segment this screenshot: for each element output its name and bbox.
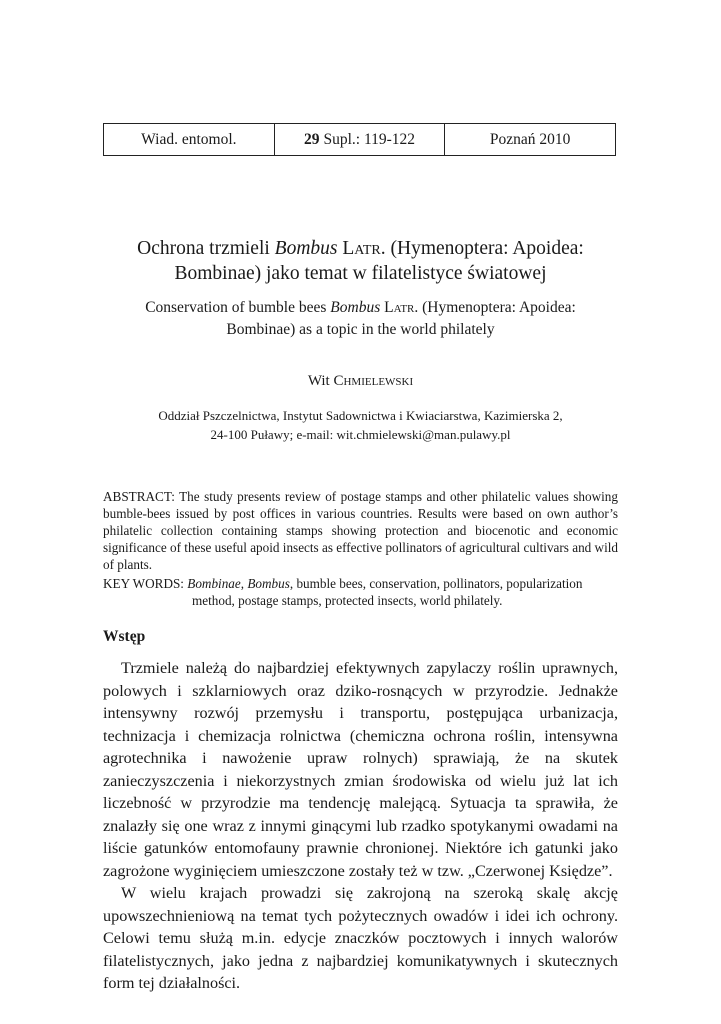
page-range: Supl.: 119-122 (323, 130, 416, 148)
journal-name: Wiad. entomol. (141, 130, 237, 148)
paragraph-1: Trzmiele należą do najbardziej efektywnych zapylaczy roślin uprawnych, polowych i szklarniowych oraz dziko-rosnących w przyrodzie. Jednakże intensywny rozwój przemysłu i transportu, postępująca urbanizacja, technizacja i chemizacja rolnictwa (chemiczna ochrona roślin, intensywna agrotechnika i nawożenie upraw rolnych) sprawiają, że na skutek zanieczyszczenia i niekorzystnych zmian środowiska od wielu już lat ich liczebność w przyrodzie ma tendencję malejącą. Sytuacja ta sprawiła, że znalazły się one wraz z innymi ginącymi lub rzadko spotykanymi owadami na liście gatunków entomofauny prawnie chronionej. Niektóre ich gatunki jako zagrożone wyginięciem umieszczone zostały też w tzw. „Czerwonej Księdze”. (103, 659, 618, 880)
key-words-separator: , (240, 576, 248, 591)
title-polish (60, 236, 661, 286)
key-words-label: KEY WORDS: (103, 576, 188, 591)
title-en-author-abbr: Latr (384, 299, 415, 316)
volume-number: 29 (303, 130, 320, 148)
key-words-rest-1: , bumble bees, conservation, pollinators, popularization (289, 576, 583, 591)
volume-pages-cell (274, 124, 445, 155)
author-first-name: Wit (307, 373, 334, 389)
title-pl-line-2: Bombinae) jako temat w filatelistyce światowej (174, 263, 547, 284)
journal-header-box (103, 123, 616, 156)
place-year-cell (444, 124, 615, 155)
key-words-rest-2: method, postage stamps, protected insects, world philately. (192, 593, 503, 608)
author-name (60, 373, 661, 390)
title-pl-genus: Bombus (274, 238, 338, 259)
title-en-text-1: Conservation of bumble bees (145, 299, 331, 316)
journal-name-cell (104, 124, 274, 155)
affiliation (100, 406, 621, 444)
title-en-genus: Bombus (330, 299, 381, 316)
affiliation-line-2: 24-100 Puławy; e-mail: wit.chmielewski@man.pulawy.pl (210, 427, 511, 442)
key-word-bombinae: Bombinae (187, 576, 241, 591)
section-heading: Wstęp (103, 628, 146, 645)
title-en-text-2: . (Hymenoptera: Apoidea: (414, 299, 576, 316)
title-en-line-2: Bombinae) as a topic in the world philately (226, 321, 495, 338)
body-text (103, 657, 618, 995)
affiliation-line-1: Oddział Pszczelnictwa, Instytut Sadownictwa i Kwiaciarstwa, Kazimierska 2, (158, 408, 563, 423)
key-word-bombus: Bombus (247, 576, 290, 591)
paragraph-2: W wielu krajach prowadzi się zakrojoną na szeroką skalę akcję upowszechnieniową na temat tych pożytecznych owadów i idei ich ochrony. Celowi temu służą m.in. edycje znaczków pocztowych i innych walorów filatelistycznych, jako jedna z najbardziej komunikatywnych i skutecznych form tej działalności. (103, 884, 618, 992)
title-english (60, 297, 661, 341)
abstract: ABSTRACT: The study presents review of postage stamps and other philatelic values showing bumble-bees issued by post offices in various countries. Results were based on own author’s philatelic collection containing stamps showing protection and biocenotic and economic significance of these useful apoid insects as effective pollinators of agricultural cultivars and wild of plants. (103, 489, 619, 572)
title-pl-author-abbr: Latr (342, 238, 381, 259)
title-pl-text-1: Ochrona trzmieli (137, 238, 275, 259)
title-pl-text-2: . (Hymenoptera: Apoidea: (380, 238, 584, 259)
key-words (103, 575, 618, 609)
place-year: Poznań 2010 (489, 130, 571, 148)
author-last-name: Chmielewski (333, 373, 414, 389)
